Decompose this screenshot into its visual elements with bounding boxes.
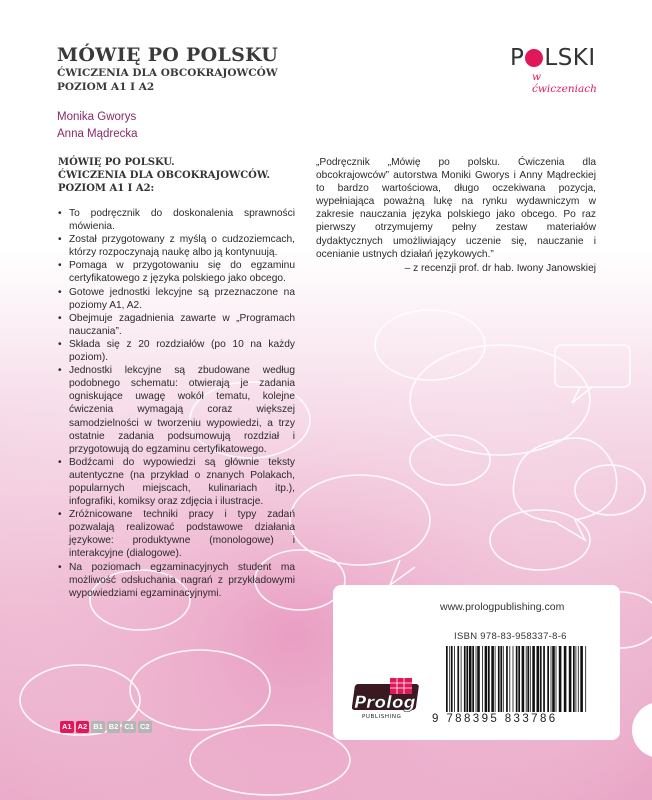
level-badge-c1: C1: [124, 722, 134, 731]
level-badge-b1: B1: [93, 722, 103, 731]
feature-item: • Bodźcami do wypowiedzi są głównie teksty autentyczne (na przykład o znanych Polakach, popularnych miejscach, kulinariach itp.), infografiki, komiksy oraz zdjęcia i ilustracje.: [58, 456, 295, 508]
barcode-digits: 9 788395 833786: [432, 713, 558, 725]
series-logo-sub: w ćwiczeniach: [532, 71, 597, 95]
barcode-bar: [530, 646, 531, 712]
features-intro-line-3: POZIOM A1 I A2:: [58, 183, 155, 194]
barcode-bar: [532, 646, 535, 712]
level-badge-a1: A1: [62, 722, 72, 731]
feature-item: • Został przygotowany z myślą o cudzoziemcach, którzy rozpoczynają naukę albo ją kontynuują.: [58, 233, 295, 259]
barcode-bar: [537, 646, 540, 712]
publisher-website[interactable]: www.prologpublishing.com: [440, 601, 565, 613]
isbn-label: ISBN 978-83-958337-8-6: [454, 631, 567, 642]
review-attribution: – z recenzji prof. dr hab. Iwony Janowskiej: [404, 262, 596, 274]
review-quote: „Podręcznik „Mówię po polsku. Ćwiczenia dla obcokrajowców” autorstwa Moniki Gworys i Anny Mądreckiej to bardzo wartościowa, długo oczekiwana pozycja, wypełniająca poważną lukę na rynku wydawniczym w zakresie nauczania języka polskiego jako obcego. Po raz pierwszy otrzymujemy pełny zestaw materiałów dydaktycznych umożliwiający uczenie się, nauczanie i ocenianie ustnych działań językowych.”: [316, 157, 596, 260]
series-logo-letter-p: P: [510, 45, 525, 71]
features-intro-line-2: ĆWICZENIA DLA OBCOKRAJOWCÓW.: [58, 170, 271, 181]
barcode-bar: [446, 646, 448, 712]
barcode-bar: [547, 646, 549, 712]
barcode-bar: [513, 646, 514, 712]
barcode-bar: [580, 646, 583, 712]
barcode-bar: [543, 646, 545, 712]
barcode-bar: [527, 646, 529, 712]
barcode-bar: [491, 646, 494, 712]
barcode-bar: [578, 646, 579, 712]
series-logo: [510, 45, 600, 95]
barcode-bar: [500, 646, 502, 712]
book-level: POZIOM A1 I A2: [57, 81, 155, 93]
features-intro-line-1: MÓWIĘ PO POLSKU.: [58, 157, 175, 168]
barcode-bar: [518, 646, 520, 712]
level-badge-c2: C2: [139, 722, 150, 731]
barcode-bar: [573, 646, 575, 712]
feature-item: • Na poziomach egzaminacyjnych student ma możliwość odsłuchania nagrań z przykładowymi wypowiedziami egzaminacyjnymi.: [58, 561, 295, 600]
barcode-bar: [498, 646, 500, 712]
barcode-bar: [449, 646, 450, 712]
barcode-bar: [461, 646, 462, 712]
barcode-bar: [503, 646, 504, 712]
barcode-bar: [454, 646, 455, 712]
series-logo-main: [510, 46, 600, 70]
series-logo-dot-icon: [525, 49, 543, 67]
barcode-bar: [585, 646, 586, 712]
book-title: MÓWIĘ PO POLSKU: [57, 44, 279, 66]
barcode-bar: [576, 646, 577, 712]
publisher-logo: [352, 678, 426, 722]
publisher-logo-grid: [390, 678, 412, 694]
barcode-bar: [552, 646, 555, 712]
barcode-bar: [451, 646, 453, 712]
features-column: [58, 156, 295, 600]
feature-item: • Gotowe jednostki lekcyjne są przeznaczone na poziomy A1, A2.: [58, 286, 295, 312]
publisher-logo-text: Prolog: [354, 693, 416, 713]
series-logo-letters: LSKI: [544, 45, 596, 71]
barcode-bar: [464, 646, 466, 712]
barcode-bar: [506, 646, 508, 712]
level-badge-b2: B2: [108, 722, 119, 731]
barcode-bar: [569, 646, 572, 712]
author-2: Anna Mądrecka: [57, 128, 138, 140]
barcode-bar: [476, 646, 477, 712]
barcode-bar: [551, 646, 552, 712]
feature-item: • Składa się z 20 rozdziałów (po 10 na każdy poziom).: [58, 338, 295, 364]
author-1: Monika Gworys: [57, 111, 137, 123]
level-badges: [60, 721, 152, 733]
barcode-bar: [495, 646, 496, 712]
barcode-bar: [526, 646, 527, 712]
authors: [57, 109, 138, 143]
publisher-logo-sub: PUBLISHING: [362, 714, 402, 720]
barcode-bar: [559, 646, 562, 712]
barcode-bar: [509, 646, 510, 712]
barcode-bar: [485, 646, 488, 712]
barcode-bar: [472, 646, 474, 712]
feature-item: • To podręcznik do doskonalenia sprawności mówienia.: [58, 207, 295, 233]
barcode-bar: [516, 646, 518, 712]
barcode: [446, 646, 588, 712]
barcode-bar: [477, 646, 480, 712]
barcode-bar: [522, 646, 525, 712]
barcode-bar: [540, 646, 542, 712]
header: [57, 44, 278, 94]
barcode-bar: [488, 646, 490, 712]
level-badge-a2: A2: [77, 722, 88, 731]
review-column: [316, 156, 596, 275]
barcode-bar: [564, 646, 567, 712]
feature-item: • Jednostki lekcyjne są zbudowane według podobnego schematu: otwierają je zadania ogniskujące uwagę wokół tematu, kolejne ćwiczenia wymagają coraz większej samodzielności w tworzeniu wypowiedzi, a trzy ostatnie zadania podsumowują rozdział i przygotowują do egzaminu certyfikatowego.: [58, 364, 295, 456]
barcode-bar: [482, 646, 483, 712]
barcode-bar: [556, 646, 557, 712]
features-intro: [58, 156, 295, 195]
barcode-bar: [466, 646, 468, 712]
barcode-bar: [457, 646, 459, 712]
feature-item: • Pomaga w przygotowaniu się do egzaminu certyfikatowego z języka polskiego jako obcego.: [58, 259, 295, 285]
barcode-bar: [469, 646, 472, 712]
feature-item: • Zróżnicowane techniki pracy i typy zadań pozwalają realizować podstawowe działania językowe: produktywne (monologowe) i interakcyjne (dialogowe).: [58, 508, 295, 560]
feature-item: • Obejmuje zagadnienia zawarte w „Programach nauczania”.: [58, 312, 295, 338]
features-list: [58, 207, 295, 600]
book-subtitle: ĆWICZENIA DLA OBCOKRAJOWCÓW: [57, 67, 278, 79]
